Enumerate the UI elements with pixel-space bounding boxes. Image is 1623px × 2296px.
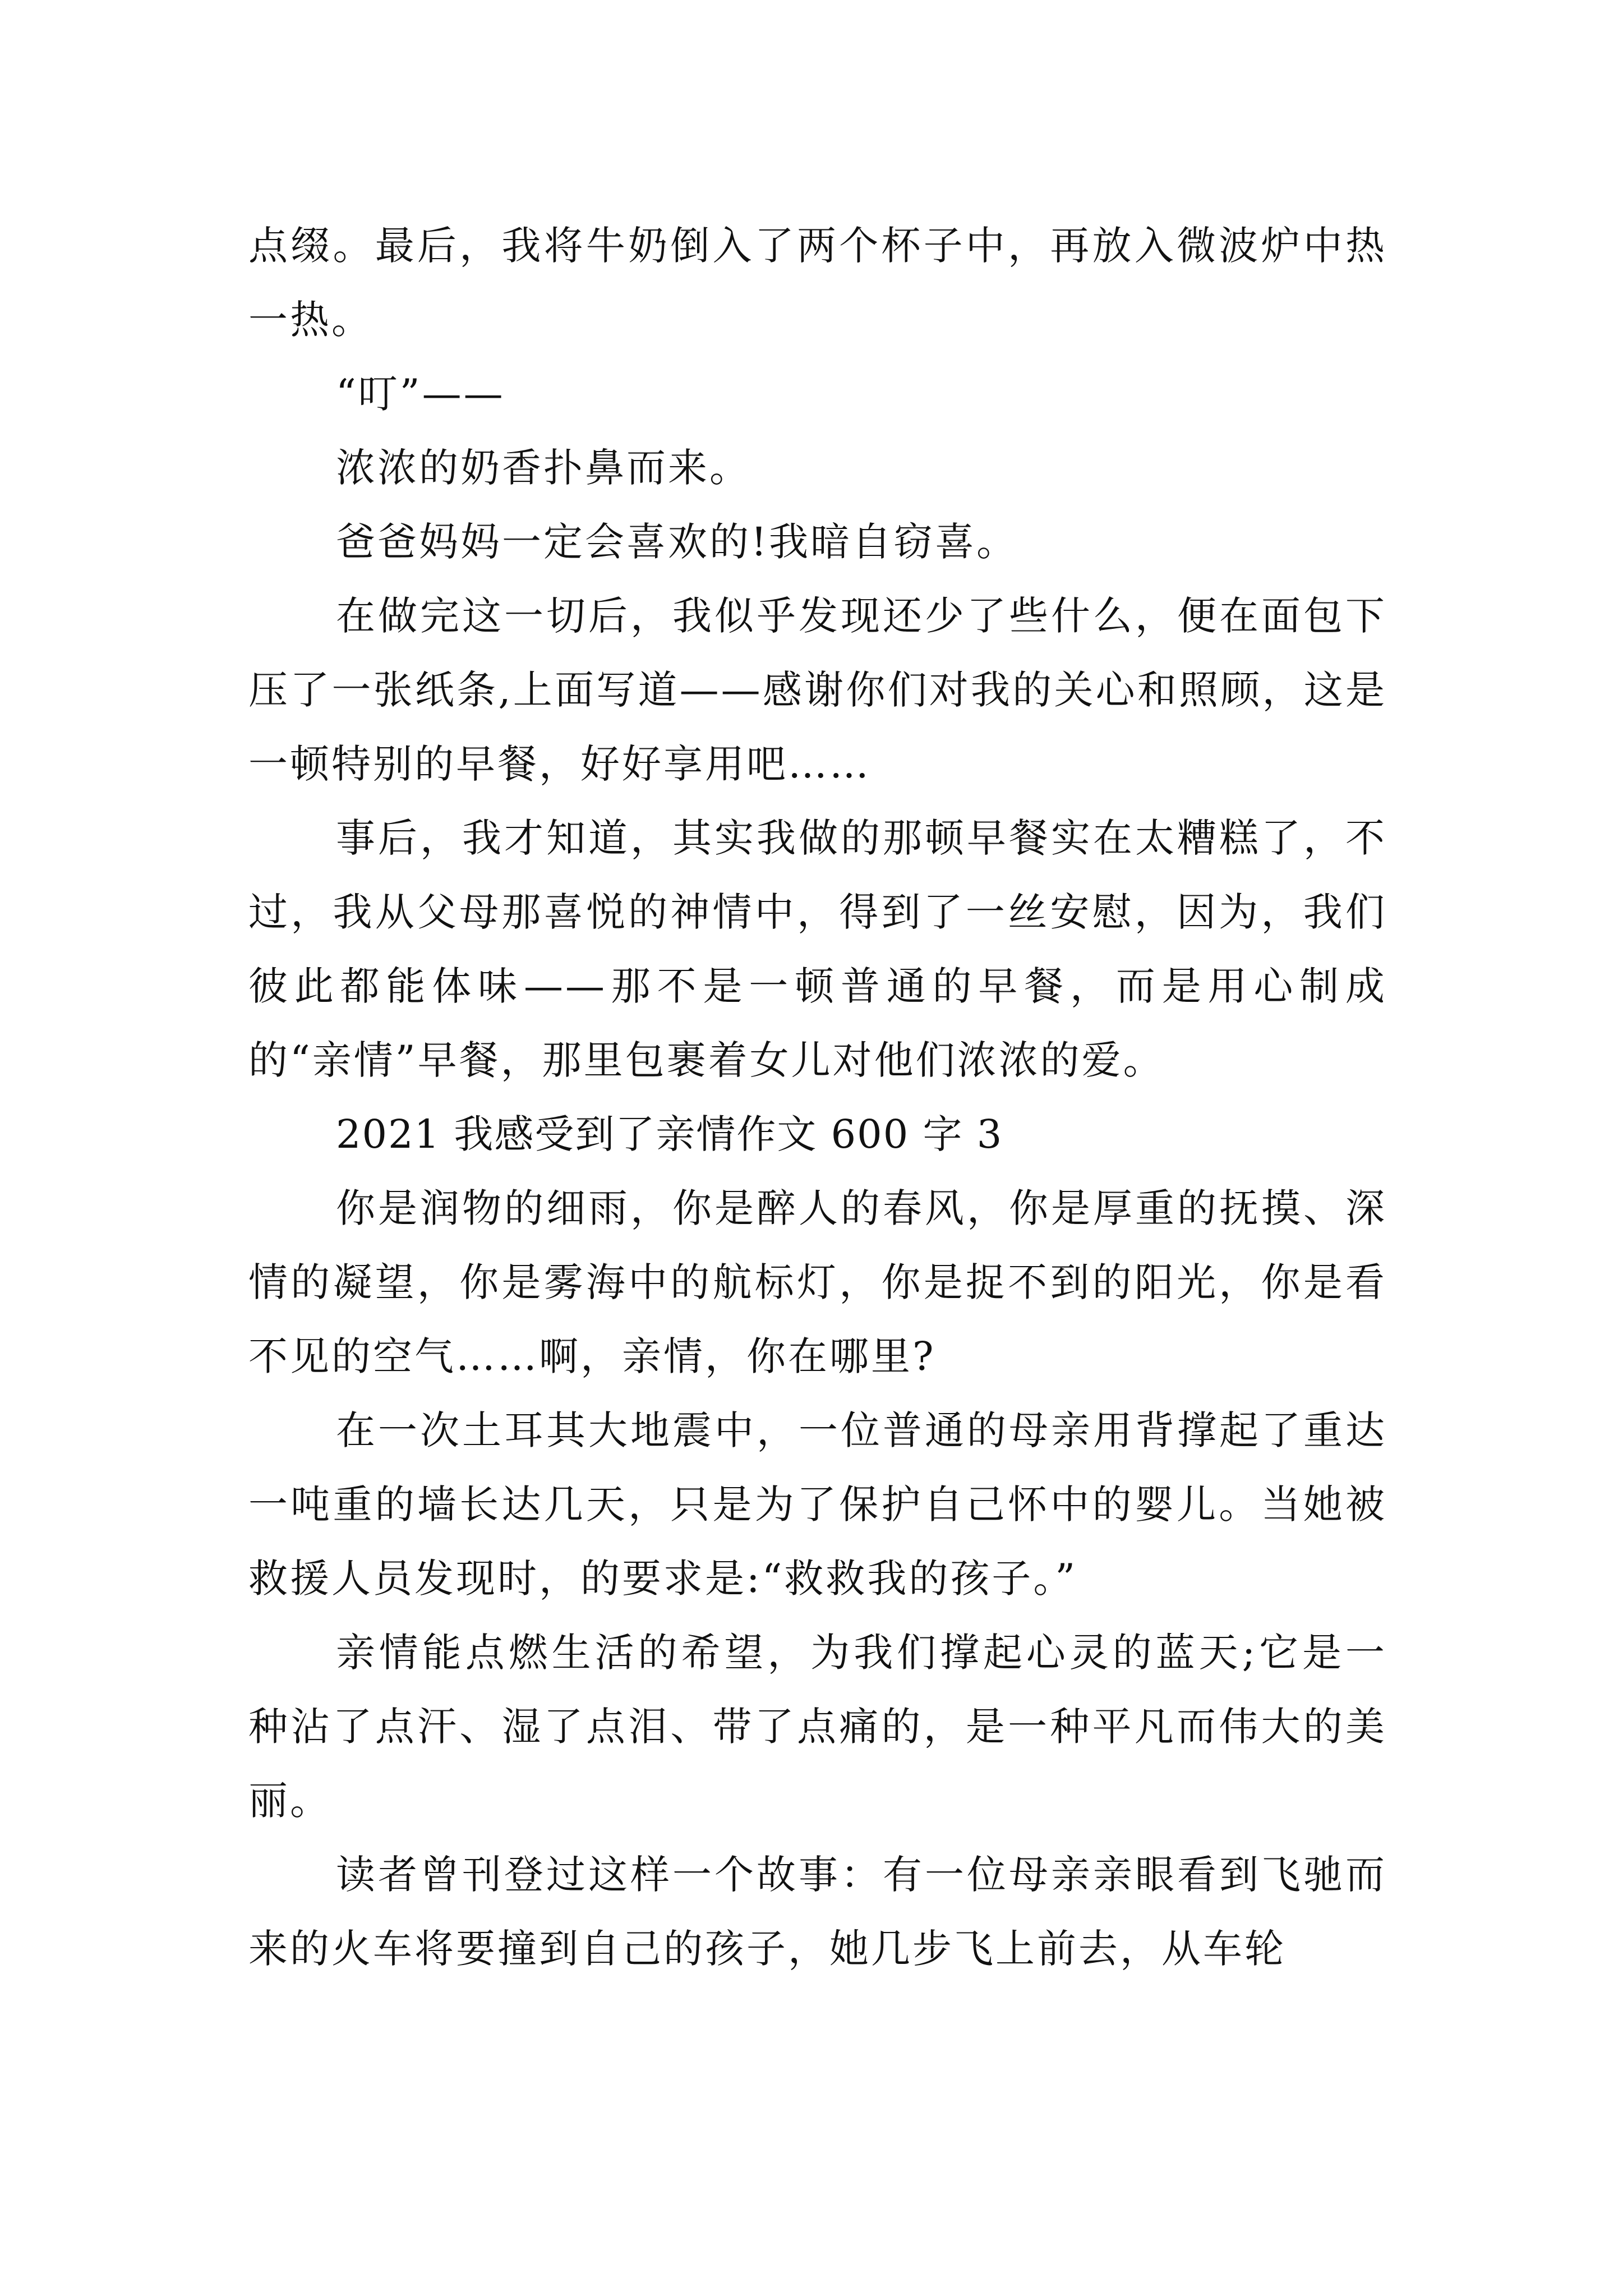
- section-heading: 2021 我感受到了亲情作文 600 字 3: [336, 1111, 1003, 1157]
- paragraph: 你是润物的细雨，你是醉人的春风，你是厚重的抚摸、深情的凝望，你是雾海中的航标灯，你是捉不到的阳光，你是看不见的空气……啊，亲情，你在哪里?: [248, 1185, 1387, 1379]
- paragraph: 读者曾刊登过这样一个故事：有一位母亲亲眼看到飞驰而来的火车将要撞到自己的孩子，她几步飞上前去，从车轮: [248, 1852, 1387, 1972]
- paragraph: 亲情能点燃生活的希望，为我们撑起心灵的蓝天;它是一种沾了点汗、湿了点泪、带了点痛的，是一种平凡而伟大的美丽。: [248, 1630, 1387, 1824]
- paragraph: 爸爸妈妈一定会喜欢的!我暗自窃喜。: [336, 519, 1018, 565]
- paragraph: 浓浓的奶香扑鼻而来。: [336, 445, 751, 491]
- paragraph: 事后，我才知道，其实我做的那顿早餐实在太糟糕了，不过，我从父母那喜悦的神情中，得到了一丝安慰，因为，我们彼此都能体味——那不是一顿普通的早餐，而是用心制成的“亲情”早餐，那里包裹着女儿对他们浓浓的爱。: [248, 815, 1387, 1083]
- article-body: [248, 209, 1387, 1986]
- paragraph: 在一次土耳其大地震中，一位普通的母亲用背撑起了重达一吨重的墙长达几天，只是为了保护自己怀中的婴儿。当她被救援人员发现时，的要求是:“救救我的孩子。”: [248, 1407, 1387, 1602]
- paragraph: “叮”——: [336, 371, 505, 417]
- paragraph: 在做完这一切后，我似乎发现还少了些什么，便在面包下压了一张纸条,上面写道——感谢你们对我的关心和照顾，这是一顿特别的早餐，好好享用吧……: [248, 593, 1387, 787]
- paragraph: 点缀。最后，我将牛奶倒入了两个杯子中，再放入微波炉中热一热。: [248, 223, 1387, 343]
